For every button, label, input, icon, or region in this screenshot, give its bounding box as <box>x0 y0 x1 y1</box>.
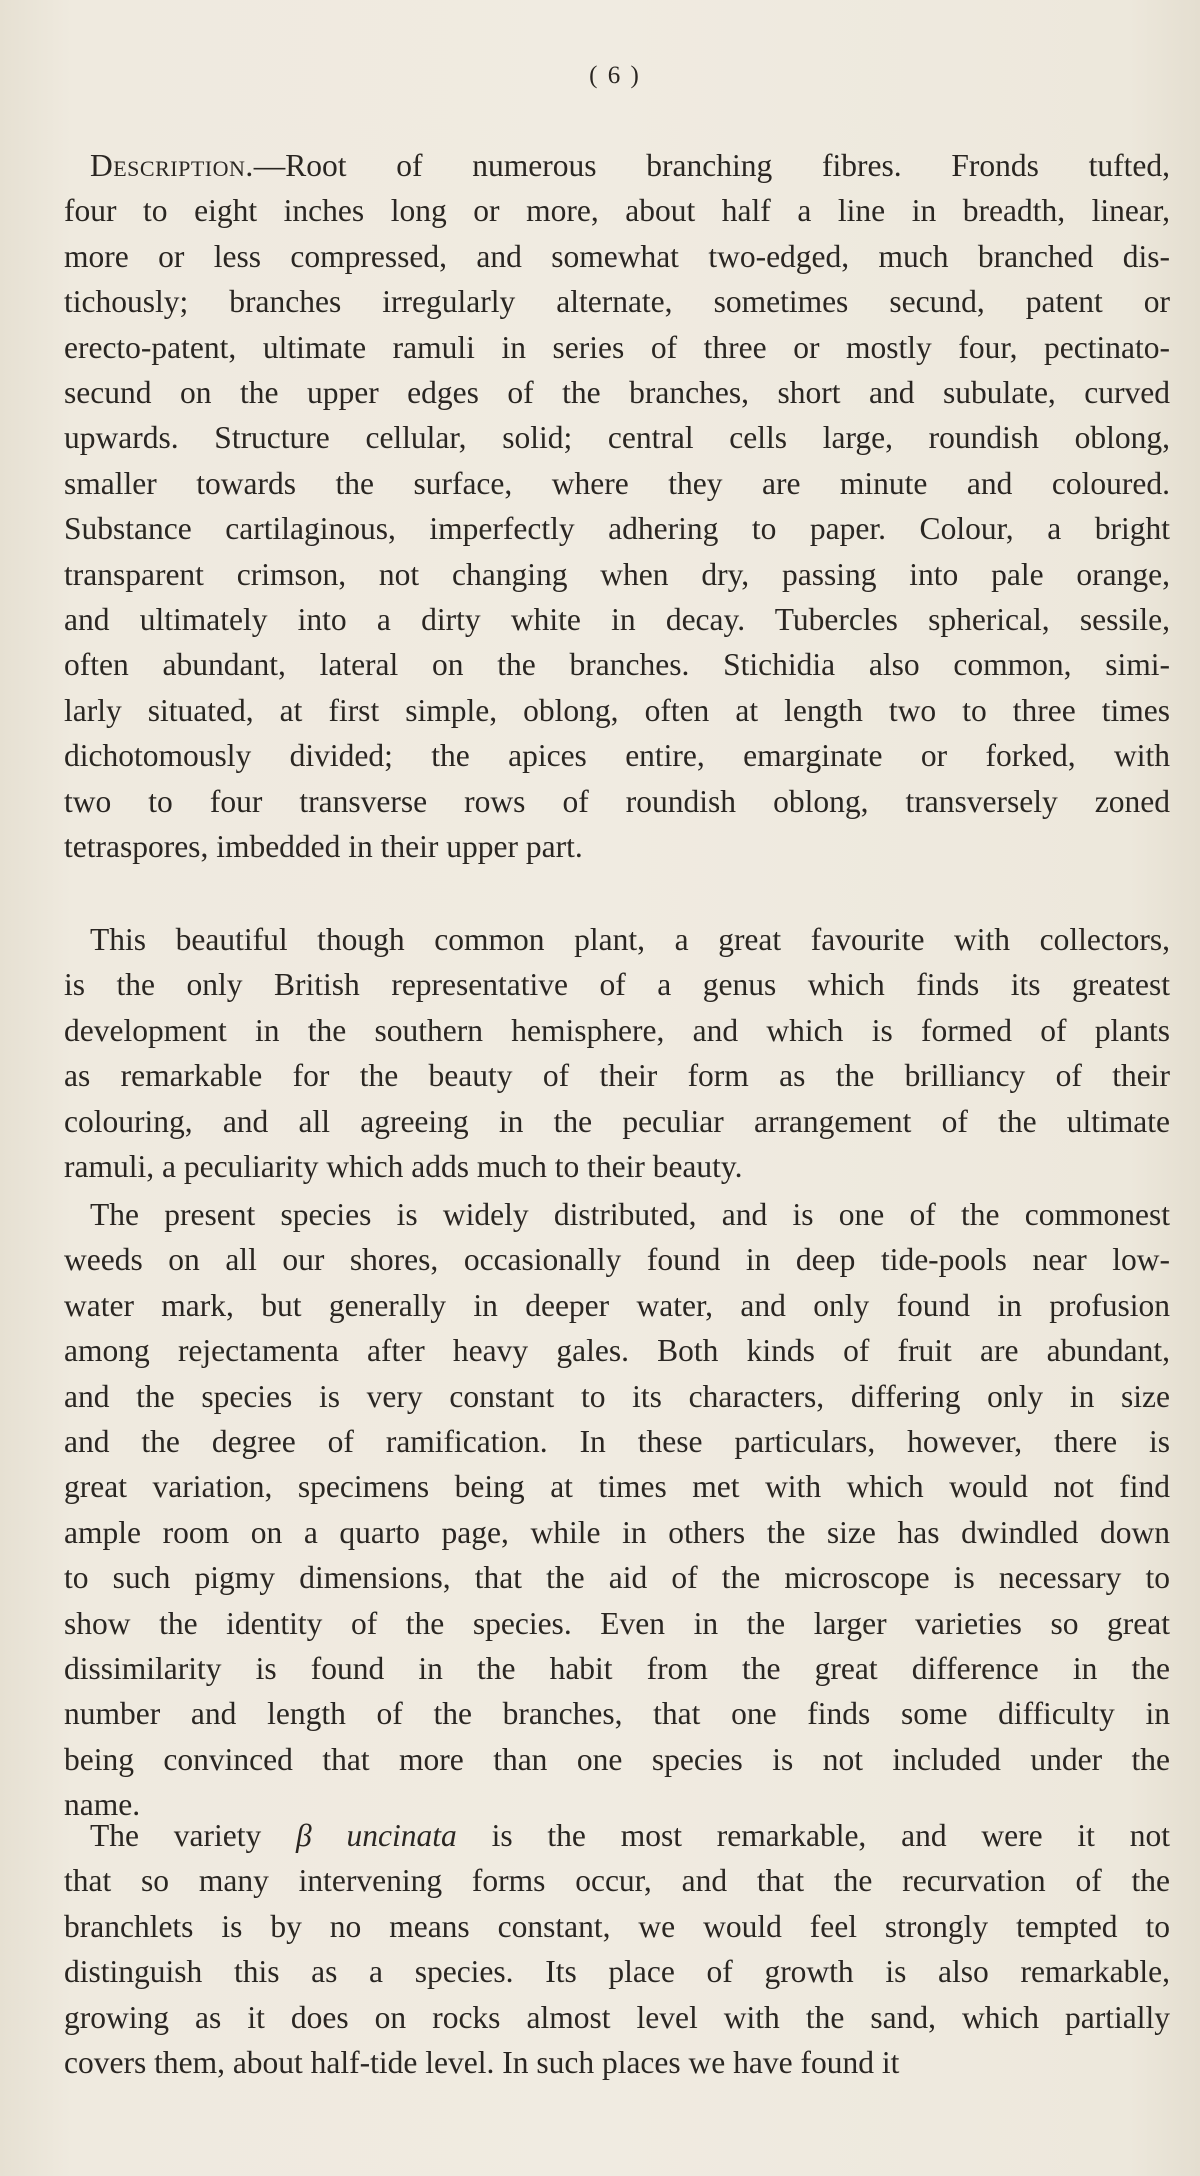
text-line: number and length of the branches, that one finds some difficulty in <box>64 1696 1170 1732</box>
text-line: great variation, specimens being at times met with which would not find <box>64 1469 1170 1505</box>
text-line: erecto-patent, ultimate ramuli in series of three or mostly four, pectinato- <box>64 329 1170 365</box>
text-line: secund on the upper edges of the branches, short and subulate, curved <box>64 375 1170 411</box>
text-line: ample room on a quarto page, while in others the size has dwindled down <box>64 1514 1170 1550</box>
text-line: two to four transverse rows of roundish oblong, transversely zoned <box>64 783 1170 819</box>
variety-name: β uncinata <box>296 1818 457 1853</box>
text-line-content: Root of numerous branching fibres. Fronds tufted, <box>285 148 1170 183</box>
text-line: four to eight inches long or more, about half a line in breadth, linear, <box>64 193 1170 229</box>
text-line: smaller towards the surface, where they are minute and coloured. <box>64 465 1170 501</box>
text-line: ramuli, a peculiarity which adds much to their beauty. <box>64 1149 743 1185</box>
text-line <box>64 1813 1170 1858</box>
page-number: ( 6 ) <box>589 62 641 89</box>
text-line: growing as it does on rocks almost level with the sand, which partially <box>64 1999 1170 2035</box>
text-line: often abundant, lateral on the branches. Stichidia also common, simi- <box>64 647 1170 683</box>
text-line: distinguish this as a species. Its place of growth is also remarkable, <box>64 1954 1170 1990</box>
text-line: dichotomously divided; the apices entire, emarginate or forked, with <box>64 738 1170 774</box>
text-line: Substance cartilaginous, imperfectly adhering to paper. Colour, a bright <box>64 511 1170 547</box>
text-line: more or less compressed, and somewhat two-edged, much branched dis- <box>64 238 1170 274</box>
description-paragraph <box>64 143 1170 870</box>
text-line: show the identity of the species. Even in the larger varieties so great <box>64 1605 1170 1641</box>
text-line: covers them, about half-tide level. In such places we have found it <box>64 2045 900 2081</box>
text-line: and ultimately into a dirty white in decay. Tubercles spherical, sessile, <box>64 602 1170 638</box>
text-line: and the species is very constant to its characters, differing only in size <box>64 1378 1170 1414</box>
text-line: among rejectamenta after heavy gales. Both kinds of fruit are abundant, <box>64 1333 1170 1369</box>
text-line: larly situated, at first simple, oblong, often at length two to three times <box>64 692 1170 728</box>
text-line: colouring, and all agreeing in the peculiar arrangement of the ultimate <box>64 1103 1170 1139</box>
text-line: transparent crimson, not changing when dry, passing into pale orange, <box>64 556 1170 592</box>
text-line: that so many intervening forms occur, and that the recurvation of the <box>64 1863 1170 1899</box>
text-line: tichously; branches irregularly alternate, sometimes secund, patent or <box>64 284 1170 320</box>
body-paragraph-1 <box>64 917 1170 1189</box>
em-dash: — <box>253 148 286 183</box>
text-line: as remarkable for the beauty of their form as the brilliancy of their <box>64 1058 1170 1094</box>
text-line: being convinced that more than one species is not included under the <box>64 1741 1170 1777</box>
text-line: The present species is widely distributed, and is one of the commonest <box>90 1197 1170 1232</box>
text-line: This beautiful though common plant, a great favourite with collectors, <box>90 922 1170 957</box>
text-line: development in the southern hemisphere, and which is formed of plants <box>64 1012 1170 1048</box>
text-line: weeds on all our shores, occasionally found in deep tide-pools near low- <box>64 1242 1170 1278</box>
text-line: branchlets is by no means constant, we would feel strongly tempted to <box>64 1908 1170 1944</box>
text-line: upwards. Structure cellular, solid; central cells large, roundish oblong, <box>64 420 1170 456</box>
text-line <box>64 143 1170 188</box>
text-line: dissimilarity is found in the habit from the great difference in the <box>64 1651 1170 1687</box>
text-line-end: is the most remarkable, and were it not <box>456 1818 1170 1853</box>
text-line: name. <box>64 1787 141 1823</box>
text-line: water mark, but generally in deeper water, and only found in profusion <box>64 1287 1170 1323</box>
body-paragraph-2 <box>64 1192 1170 1828</box>
text-line: tetraspores, imbedded in their upper part. <box>64 829 583 865</box>
text-line: and the degree of ramification. In these particulars, however, there is <box>64 1424 1170 1460</box>
text-line-start: The variety <box>90 1818 297 1853</box>
text-line: to such pigmy dimensions, that the aid of the microscope is necessary to <box>64 1560 1170 1596</box>
text-line: is the only British representative of a genus which finds its greatest <box>64 967 1170 1003</box>
description-label: Description. <box>90 148 254 183</box>
body-paragraph-3 <box>64 1813 1170 2085</box>
